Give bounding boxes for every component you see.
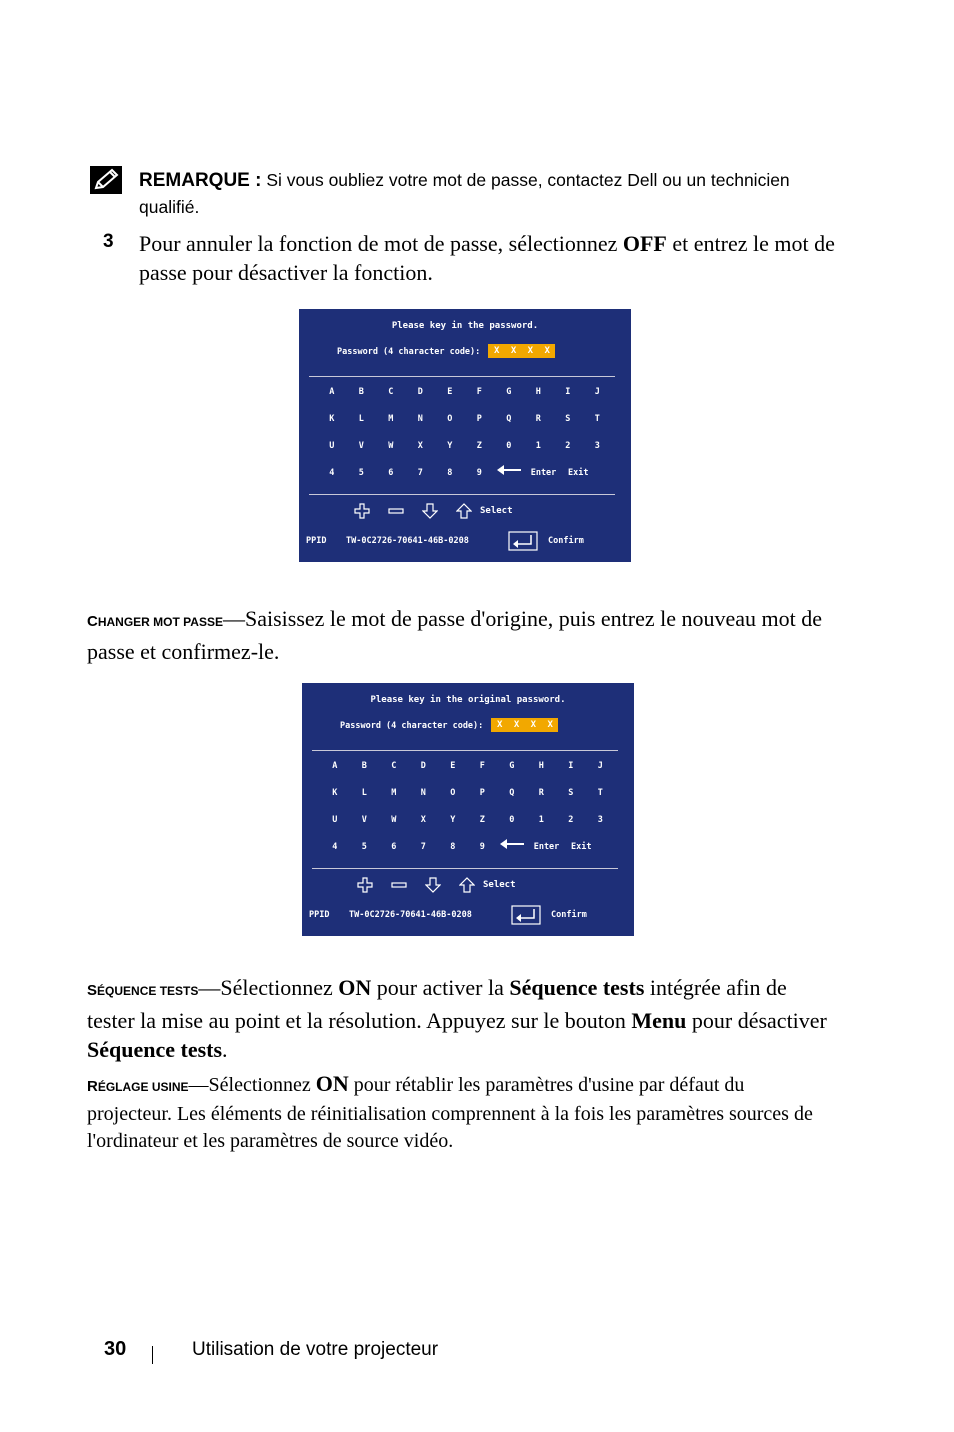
key-row <box>320 784 620 811</box>
key-p[interactable]: P <box>476 414 482 424</box>
reglage-dash: — <box>188 1074 209 1096</box>
key-v[interactable]: V <box>361 815 367 825</box>
key-7[interactable]: 7 <box>420 842 426 852</box>
footer-title: Utilisation de votre projecteur <box>192 1339 439 1360</box>
key-9[interactable]: 9 <box>479 842 485 852</box>
exit-key[interactable]: Exit <box>568 468 589 478</box>
key-6[interactable]: 6 <box>391 842 397 852</box>
key-r[interactable]: R <box>535 414 541 424</box>
key-3[interactable]: 3 <box>597 815 603 825</box>
key-m[interactable]: M <box>388 414 394 424</box>
key-z[interactable]: Z <box>476 441 482 451</box>
key-l[interactable]: L <box>361 788 367 798</box>
key-t[interactable]: T <box>594 414 600 424</box>
key-o[interactable]: O <box>447 414 453 424</box>
key-j[interactable]: J <box>594 387 600 397</box>
sequence-b2: Séquence tests <box>509 975 645 1000</box>
sequence-paragraph <box>87 973 827 1064</box>
original-password-osd-panel <box>302 683 634 936</box>
key-row <box>320 838 620 865</box>
password-label: Password (4 character code): <box>337 347 481 357</box>
key-row <box>317 410 617 437</box>
reglage-b1: ON <box>315 1071 349 1096</box>
plus-icon[interactable] <box>357 877 373 893</box>
key-w[interactable]: W <box>388 441 394 451</box>
key-p[interactable]: P <box>479 788 485 798</box>
key-o[interactable]: O <box>450 788 456 798</box>
step-text <box>139 229 839 287</box>
sequence-b3: Menu <box>631 1008 687 1033</box>
step-text-a: Pour annuler la fonction de mot de passe, sélectionnez <box>139 231 623 256</box>
osd-controls <box>357 877 516 893</box>
select-label: Select <box>483 880 516 890</box>
changer-heading-rest: HANGER MOT PASSE <box>97 615 223 629</box>
page-number: 30 <box>104 1338 127 1360</box>
sequence-t5: . <box>222 1037 228 1062</box>
key-n[interactable]: N <box>417 414 423 424</box>
sequence-heading-rest: ÉQUENCE TESTS <box>97 984 199 998</box>
key-v[interactable]: V <box>358 441 364 451</box>
changer-paragraph <box>87 604 827 666</box>
key-b[interactable]: B <box>358 387 364 397</box>
osd-divider <box>312 868 618 869</box>
sequence-heading <box>87 984 198 998</box>
osd-divider <box>312 750 618 751</box>
key-8[interactable]: 8 <box>450 842 456 852</box>
note-label: REMARQUE : <box>139 170 262 191</box>
key-4[interactable]: 4 <box>329 468 335 478</box>
password-field[interactable]: X X X X <box>491 718 558 732</box>
enter-key[interactable]: Enter <box>533 842 560 852</box>
key-u[interactable]: U <box>329 441 335 451</box>
arrow-up-icon[interactable] <box>456 503 472 519</box>
osd-footer <box>309 905 624 925</box>
key-grid <box>320 757 620 865</box>
key-s[interactable]: S <box>568 788 574 798</box>
key-j[interactable]: J <box>597 761 603 771</box>
reglage-heading <box>87 1080 189 1094</box>
sequence-t3: intégrée afin de tester la mise au point et la résolution. Appuyez sur le bouton <box>87 975 787 1033</box>
ppid-label: PPID <box>306 536 327 546</box>
key-grid <box>317 383 617 491</box>
key-z[interactable]: Z <box>479 815 485 825</box>
key-5[interactable]: 5 <box>361 842 367 852</box>
sequence-b4: Séquence tests <box>87 1037 223 1062</box>
changer-heading <box>87 615 223 629</box>
key-h[interactable]: H <box>538 761 544 771</box>
ppid-code: TW-0C2726-70641-46B-0208 <box>349 910 472 920</box>
key-row <box>320 811 620 838</box>
key-e[interactable]: E <box>450 761 456 771</box>
key-1[interactable]: 1 <box>538 815 544 825</box>
osd-divider <box>309 376 615 377</box>
key-0[interactable]: 0 <box>506 441 512 451</box>
key-c[interactable]: C <box>388 387 394 397</box>
key-n[interactable]: N <box>420 788 426 798</box>
note-text <box>139 167 839 221</box>
note-pencil-icon <box>90 166 122 194</box>
key-row <box>317 383 617 410</box>
step-text-bold: OFF <box>622 231 667 256</box>
key-2[interactable]: 2 <box>565 441 571 451</box>
key-k[interactable]: K <box>329 414 335 424</box>
key-1[interactable]: 1 <box>535 441 541 451</box>
key-t[interactable]: T <box>597 788 603 798</box>
key-x[interactable]: X <box>417 441 423 451</box>
key-c[interactable]: C <box>391 761 397 771</box>
sequence-dash: — <box>198 975 221 1000</box>
key-q[interactable]: Q <box>506 414 512 424</box>
exit-key[interactable]: Exit <box>571 842 592 852</box>
key-i[interactable]: I <box>568 761 574 771</box>
key-row <box>317 464 617 491</box>
key-m[interactable]: M <box>391 788 397 798</box>
confirm-label: Confirm <box>551 910 587 920</box>
key-f[interactable]: F <box>476 387 482 397</box>
enter-return-icon[interactable] <box>511 905 541 925</box>
key-h[interactable]: H <box>535 387 541 397</box>
arrow-down-icon[interactable] <box>425 877 441 893</box>
key-3[interactable]: 3 <box>594 441 600 451</box>
sequence-b1: ON <box>338 975 372 1000</box>
step-text-b: et entrez le mot de passe pour désactiver la fonction. <box>139 231 835 285</box>
osd-prompt: Please key in the password. <box>391 321 539 331</box>
password-field[interactable]: X X X X <box>488 344 555 358</box>
sequence-t4: pour désactiver <box>686 1008 827 1033</box>
confirm-label: Confirm <box>548 536 584 546</box>
key-w[interactable]: W <box>391 815 397 825</box>
note-body: Si vous oubliez votre mot de passe, contactez Dell ou un technicien qualifié. <box>139 170 790 217</box>
sequence-t1: Sélectionnez <box>220 975 339 1000</box>
key-q[interactable]: Q <box>509 788 515 798</box>
key-6[interactable]: 6 <box>388 468 394 478</box>
changer-text: Saisissez le mot de passe d'origine, puis entrez le nouveau mot de passe et confirmez-le. <box>87 606 823 664</box>
key-a[interactable]: A <box>329 387 335 397</box>
key-l[interactable]: L <box>358 414 364 424</box>
key-k[interactable]: K <box>332 788 338 798</box>
reglage-paragraph <box>87 1070 827 1155</box>
password-label: Password (4 character code): <box>340 721 484 731</box>
key-row <box>317 437 617 464</box>
changer-dash: — <box>222 606 245 631</box>
ppid-label: PPID <box>309 910 330 920</box>
key-8[interactable]: 8 <box>447 468 453 478</box>
reglage-t1: Sélectionnez <box>208 1074 316 1096</box>
key-5[interactable]: 5 <box>358 468 364 478</box>
key-y[interactable]: Y <box>450 815 456 825</box>
key-b[interactable]: B <box>361 761 367 771</box>
key-e[interactable]: E <box>447 387 453 397</box>
key-x[interactable]: X <box>420 815 426 825</box>
sequence-heading-first: S <box>87 982 98 999</box>
arrow-up-icon[interactable] <box>459 877 475 893</box>
key-s[interactable]: S <box>565 414 571 424</box>
key-y[interactable]: Y <box>447 441 453 451</box>
key-d[interactable]: D <box>417 387 423 397</box>
changer-heading-first: C <box>87 613 98 630</box>
osd-footer <box>306 531 621 551</box>
minus-icon[interactable] <box>388 503 404 519</box>
backspace-arrow-icon[interactable] <box>497 838 527 865</box>
footer-divider <box>152 1346 153 1364</box>
key-4[interactable]: 4 <box>332 842 338 852</box>
password-osd-panel <box>299 309 631 562</box>
enter-key[interactable]: Enter <box>530 468 557 478</box>
key-r[interactable]: R <box>538 788 544 798</box>
key-a[interactable]: A <box>332 761 338 771</box>
key-d[interactable]: D <box>420 761 426 771</box>
sequence-t2: pour activer la <box>371 975 510 1000</box>
osd-controls <box>354 503 513 519</box>
osd-prompt: Please key in the original password. <box>370 695 566 705</box>
key-g[interactable]: G <box>506 387 512 397</box>
plus-icon[interactable] <box>354 503 370 519</box>
enter-return-icon[interactable] <box>508 531 538 551</box>
key-2[interactable]: 2 <box>568 815 574 825</box>
minus-icon[interactable] <box>391 877 407 893</box>
reglage-t2: pour rétablir les paramètres d'usine par défaut du projecteur. Les éléments de réinitialisation comprennent à la fois les paramètres sources de l'ordinateur et les paramètres de source vidéo. <box>87 1074 813 1152</box>
key-9[interactable]: 9 <box>476 468 482 478</box>
step-number: 3 <box>103 231 114 252</box>
key-row <box>320 757 620 784</box>
ppid-code: TW-0C2726-70641-46B-0208 <box>346 536 469 546</box>
key-7[interactable]: 7 <box>417 468 423 478</box>
key-g[interactable]: G <box>509 761 515 771</box>
key-0[interactable]: 0 <box>509 815 515 825</box>
key-i[interactable]: I <box>565 387 571 397</box>
arrow-down-icon[interactable] <box>422 503 438 519</box>
osd-divider <box>309 494 615 495</box>
backspace-arrow-icon[interactable] <box>494 464 524 491</box>
select-label: Select <box>480 506 513 516</box>
reglage-heading-first: R <box>87 1078 98 1095</box>
key-f[interactable]: F <box>479 761 485 771</box>
reglage-heading-rest: ÉGLAGE USINE <box>97 1080 189 1094</box>
key-u[interactable]: U <box>332 815 338 825</box>
